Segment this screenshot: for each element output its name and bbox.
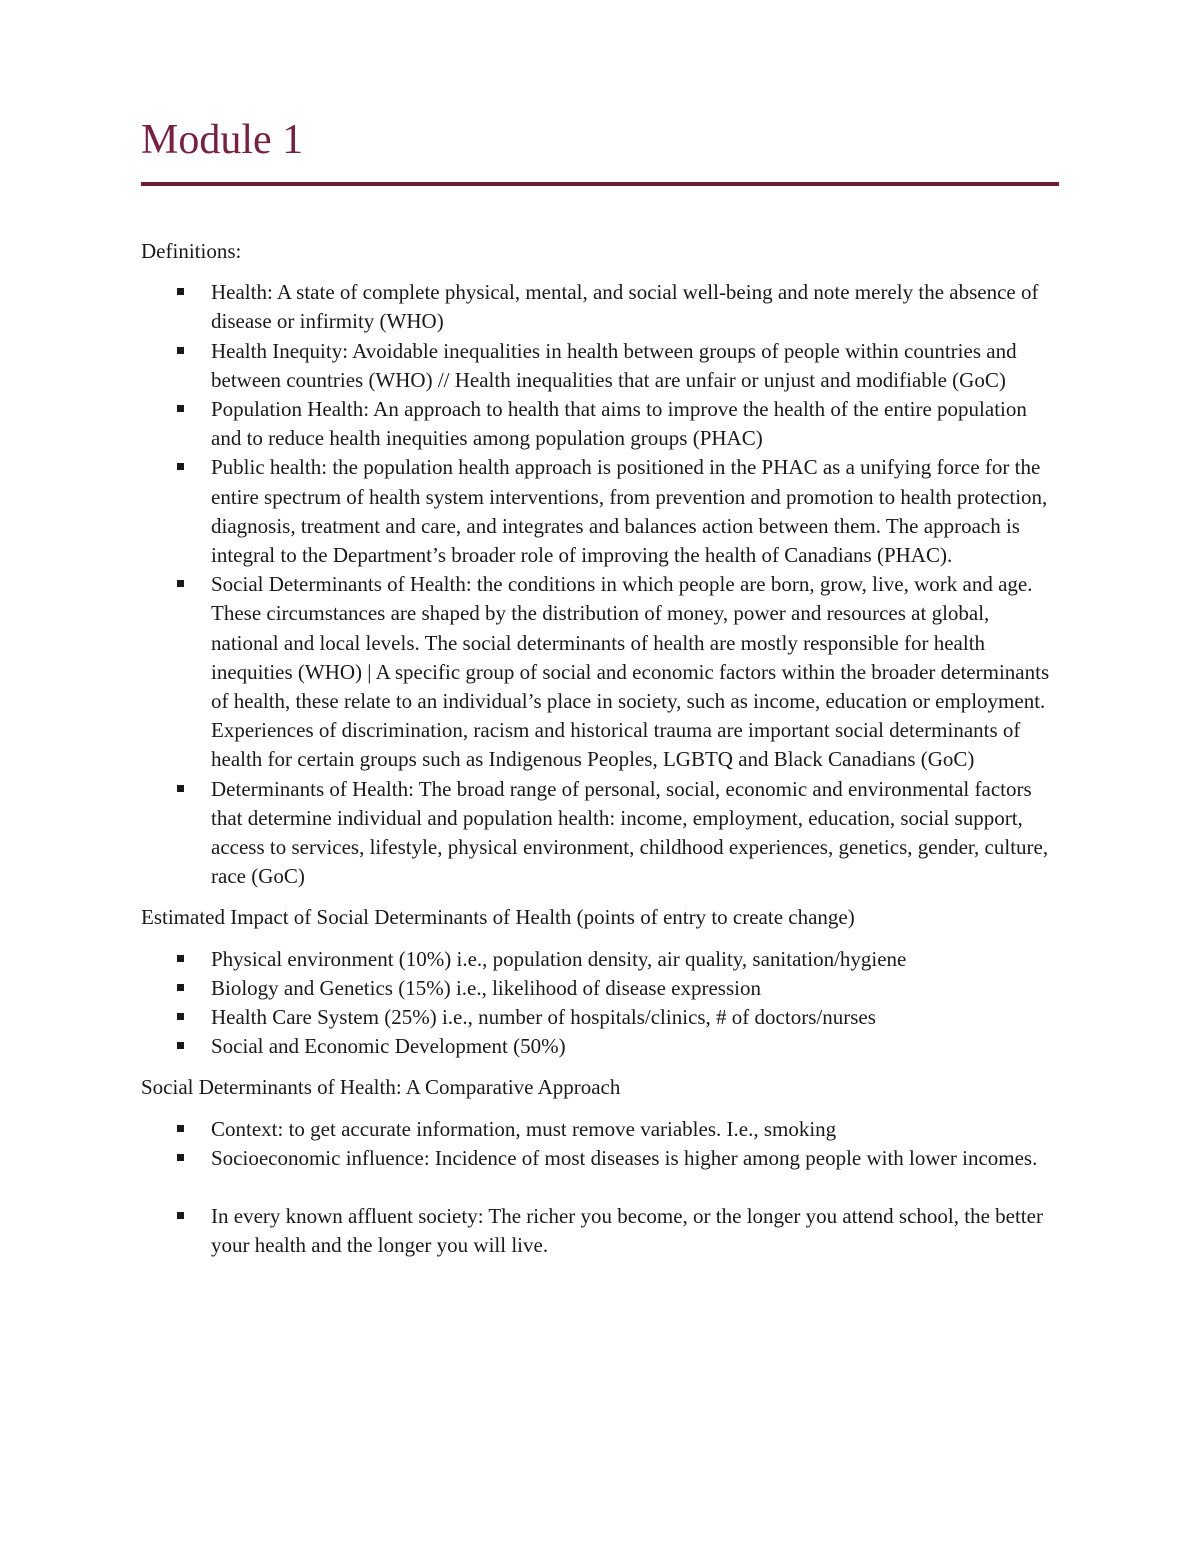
list-item — [141, 278, 1059, 336]
list-item — [141, 1115, 1059, 1144]
list-item-text: Social Determinants of Health: the conditions in which people are born, grow, live, work and age. These circumstances are shaped by the distribution of money, power and resources at global, national and local levels. The social determinants of health are mostly responsible for health inequities (WHO) | A specific group of social and economic factors within the broader determinants of health, these relate to an individual’s place in society, such as income, education or employment. Experiences of discrimination, racism and historical trauma are important social determinants of health for certain groups such as Indigenous Peoples, LGBTQ and Black Canadians (GoC) — [211, 572, 1050, 772]
square-bullet-icon — [177, 463, 184, 470]
list-item — [141, 945, 1059, 974]
square-bullet-icon — [177, 347, 184, 354]
section-heading-comparative-approach: Social Determinants of Health: A Comparative Approach — [141, 1075, 621, 1100]
list-item-text: Physical environment (10%) i.e., population density, air quality, sanitation/hygiene — [211, 946, 907, 971]
list-item — [141, 337, 1059, 395]
list-item — [141, 1032, 1059, 1061]
list-item — [141, 453, 1059, 570]
list-item-text: Biology and Genetics (15%) i.e., likelihood of disease expression — [211, 975, 761, 1000]
list-item — [141, 974, 1059, 1003]
square-bullet-icon — [177, 1042, 184, 1049]
section-heading-estimated-impact: Estimated Impact of Social Determinants of Health (points of entry to create change) — [141, 905, 855, 930]
list-item-text: Health Inequity: Avoidable inequalities in health between groups of people within countries and between countries (WHO) // Health inequalities that are unfair or unjust and modifiable (GoC) — [211, 338, 1017, 392]
list-item-text: Social and Economic Development (50%) — [211, 1034, 566, 1059]
list-item — [141, 1202, 1059, 1260]
list-item-text: Population Health: An approach to health that aims to improve the health of the entire population and to reduce health inequities among population groups (PHAC) — [211, 397, 1027, 451]
list-item-text: Determinants of Health: The broad range of personal, social, economic and environmental factors that determine individual and population health: income, employment, education, social support, access to services, lifestyle, physical environment, childhood experiences, genetics, gender, culture, race (GoC) — [211, 776, 1049, 889]
square-bullet-icon — [177, 955, 184, 962]
list-item-text: Health Care System (25%) i.e., number of hospitals/clinics, # of doctors/nurses — [211, 1005, 876, 1030]
square-bullet-icon — [177, 580, 184, 587]
comparative-list — [141, 1115, 1059, 1261]
square-bullet-icon — [177, 785, 184, 792]
list-item-text: In every known affluent society: The richer you become, or the longer you attend school, the better your health and the longer you will live. — [211, 1204, 1043, 1258]
list-item-text: Socioeconomic influence: Incidence of most diseases is higher among people with lower incomes. — [211, 1145, 1038, 1170]
page-title: Module 1 — [141, 117, 304, 163]
square-bullet-icon — [177, 1125, 184, 1132]
document-body — [141, 237, 1059, 1273]
impact-list — [141, 945, 1059, 1062]
list-item-text: Context: to get accurate information, must remove variables. I.e., smoking — [211, 1116, 837, 1141]
square-bullet-icon — [177, 1212, 184, 1219]
list-item — [141, 395, 1059, 453]
section-heading-definitions: Definitions: — [141, 239, 242, 263]
square-bullet-icon — [177, 1013, 184, 1020]
list-item-text: Public health: the population health approach is positioned in the PHAC as a unifying force for the entire spectrum of health system interventions, from prevention and promotion to health protection, diagnosis, treatment and care, and integrates and balances action between them. The approach is integral to the Department’s broader role of improving the health of Canadians (PHAC). — [211, 455, 1048, 568]
square-bullet-icon — [177, 984, 184, 991]
list-item — [141, 1003, 1059, 1032]
list-item — [141, 570, 1059, 774]
list-item-text: Health: A state of complete physical, mental, and social well-being and note merely the absence of disease or infirmity (WHO) — [211, 280, 1039, 334]
list-item — [141, 1144, 1059, 1173]
square-bullet-icon — [177, 405, 184, 412]
title-divider — [141, 182, 1059, 186]
definitions-list — [141, 278, 1059, 891]
square-bullet-icon — [177, 288, 184, 295]
square-bullet-icon — [177, 1154, 184, 1161]
list-item — [141, 775, 1059, 892]
